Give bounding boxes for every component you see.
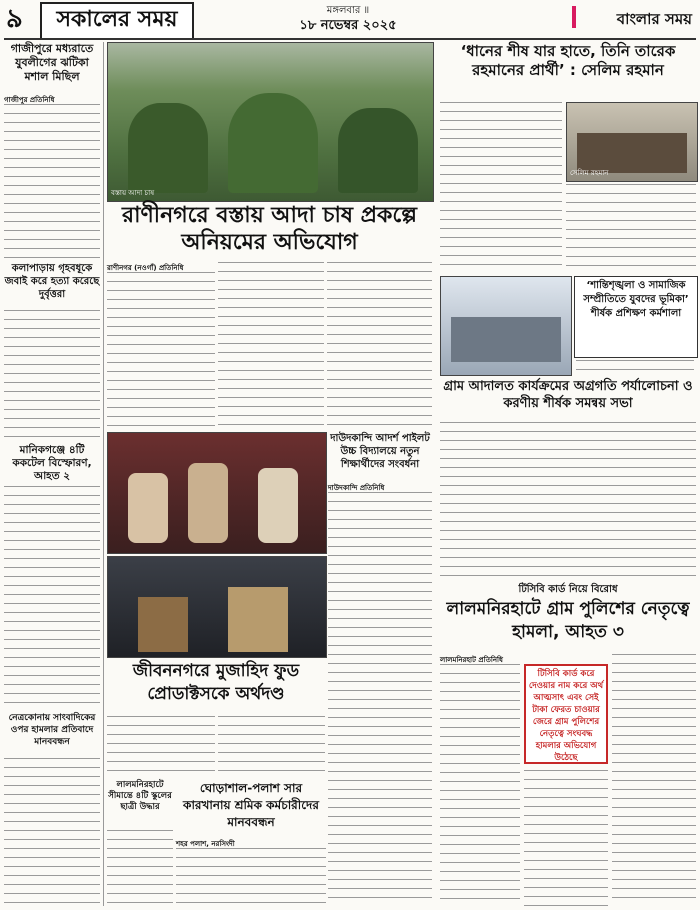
- gazipur-byline: গাজীপুর প্রতিনিধি: [4, 96, 55, 104]
- kalapara-body: [4, 310, 100, 440]
- court-headline: গ্রাম আদালত কার্যক্রমের অগ্রগতি পর্যালোচনা ও করণীয় শীর্ষক সমন্বয় সভা: [443, 379, 693, 411]
- tcb-body-3: [612, 654, 696, 906]
- issue-day: মঙ্গলবার ॥: [326, 5, 370, 16]
- ginger-body-2: [218, 262, 324, 428]
- ghorashal-headline: ঘোড়াশাল-পলাশ সার কারখানায় শ্রমিক কর্মচারীদের মানববন্ধন: [183, 781, 319, 829]
- netrokona-body: [4, 758, 100, 906]
- header-rule: [4, 38, 696, 40]
- newspaper-logo: সকালের সময়: [40, 2, 194, 40]
- school-headline: লালমনিরহাটে সীমান্তে ৪টি স্কুলের ছাত্রী উদ্ধার: [108, 780, 172, 812]
- school-body: [107, 830, 173, 906]
- jibannagar-photo: [107, 556, 327, 658]
- kalapara-headline: কলাপাড়ায় গৃহবধূকে জবাই করে হত্যা করেছে দুর্বৃত্তরা: [4, 263, 100, 300]
- manikganj-body: [4, 486, 100, 708]
- ginger-body-3: [327, 262, 432, 428]
- selim-body-2: [566, 184, 696, 272]
- selim-photo-caption: সেলিম রহমান: [570, 169, 609, 177]
- ginger-headline: রাণীনগরে বস্তায় আদা চাষ প্রকল্পে অনিয়মের অভিযোগ: [122, 203, 417, 255]
- ghorashal-body: [176, 848, 326, 906]
- section-accent: [572, 6, 576, 28]
- court-body: [440, 422, 696, 578]
- jibannagar-headline: জীবননগরে মুজাহিদ ফুড প্রোডাক্টসকে অর্থদণ্ড: [132, 661, 300, 704]
- issue-date: ১৮ নভেম্বর ২০২৫: [299, 18, 397, 33]
- tcb-body-1: [440, 664, 520, 906]
- gazipur-body: [4, 104, 100, 260]
- page-number: ৯: [6, 4, 23, 34]
- section-name: বাংলার সময়: [616, 10, 692, 28]
- tcb-headline: লালমনিরহাটে গ্রাম পুলিশের নেতৃত্বে হামলা, আহত ৩: [446, 599, 690, 642]
- daudkandi-photo: [107, 432, 327, 554]
- workshop-headline: ‘শান্তিশৃঙ্খলা ও সামাজিক সম্প্রীতিতে যুবদের ভূমিকা’ শীর্ষক প্রশিক্ষণ কর্মশালা: [574, 276, 698, 358]
- selim-photo: [566, 102, 698, 182]
- ghorashal-byline: শহর পলাশ, নরসিংদী: [176, 840, 235, 848]
- selim-body: [440, 102, 562, 272]
- gazipur-headline: গাজীপুরে মধ্যরাতে যুবলীগের ঝটিকা মশাল মিছিল: [10, 42, 94, 83]
- daudkandi-body: [328, 492, 432, 906]
- daudkandi-headline: দাউদকান্দি আদর্শ পাইলট উচ্চ বিদ্যালয়ে নতুন শিক্ষার্থীদের সংবর্ধনা: [330, 433, 430, 470]
- jibannagar-body-1: [107, 716, 215, 776]
- manikganj-headline: মানিকগঞ্জে ৪টি ককটেল বিস্ফোরণ, আহত ২: [12, 444, 92, 482]
- ginger-byline: রাণীনগর (নওগাঁ) প্রতিনিধি: [107, 264, 184, 272]
- jibannagar-body-2: [218, 716, 325, 776]
- column-rule: [103, 42, 104, 906]
- workshop-body: [576, 360, 694, 374]
- daudkandi-byline: দাউদকান্দি প্রতিনিধি: [328, 484, 385, 492]
- ginger-photo-caption: বস্তায় আদা চাষ: [111, 189, 155, 197]
- ginger-body-1: [107, 272, 215, 428]
- court-meeting-photo: [440, 276, 572, 376]
- ginger-field-photo: [107, 42, 434, 202]
- selim-headline: ‘ধানের শীষ যার হাতে, তিনি তারেক রহমানের প্রার্থী’ : সেলিম রহমান: [460, 42, 676, 79]
- tcb-pull-quote: টিসিবি কার্ড করে দেওয়ার নাম করে অর্থ আত্মসাৎ এবং সেই টাকা ফেরত চাওয়ার জেরে গ্রাম পুলিশের নেতৃত্বে সংঘবদ্ধ হামলার অভিযোগ উঠেছে: [524, 664, 608, 764]
- netrokona-headline: নেত্রকোনায় সাংবাদিকের ওপর হামলার প্রতিবাদে মানববন্ধন: [8, 713, 96, 747]
- tcb-kicker: টিসিবি কার্ড নিয়ে বিরোধ: [518, 584, 618, 595]
- tcb-body-2: [524, 770, 608, 906]
- tcb-byline: লালমনিরহাট প্রতিনিধি: [440, 656, 503, 664]
